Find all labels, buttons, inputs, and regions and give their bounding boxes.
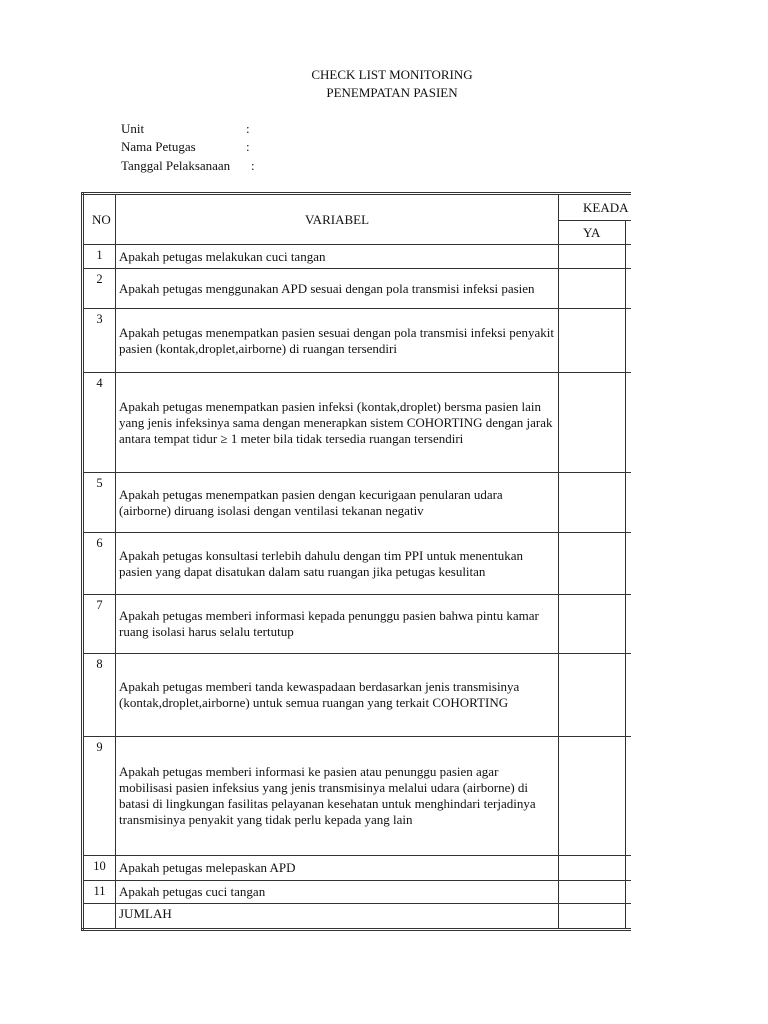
ya-cell [559,309,626,373]
row-variable [116,373,559,473]
ya-cell [559,881,626,904]
header-no: NO [83,194,116,245]
row-variable: Apakah petugas menempatkan pasien sesuai dengan pola transmisi infeksi penyakit pasien (kontak,droplet,airborne) di ruangan tersendiri [116,309,559,373]
row-number: 1 [83,245,116,269]
row-variable-text: Apakah petugas menempatkan pasien infeksi (kontak,droplet) bersma pasien lain yang jenis infeksinya sama dengan menerapkan sistem COHORTING dengan jarak antara tempat tidur ≥ 1 meter bila tidak tersedia ruangan tersendiri [119,398,553,446]
table-row [83,309,632,373]
table-row [83,373,632,473]
table-row [83,654,632,737]
header-keadaan: KEADA [559,194,632,221]
row-number: 10 [83,856,116,881]
tidak-cell [626,881,632,904]
row-number: 6 [83,533,116,595]
header-tidak [626,221,632,245]
row-variable: Apakah petugas menempatkan pasien dengan kecurigaan penularan udara (airborne) diruang isolasi dengan ventilasi tekanan negativ [116,473,559,533]
total-row [83,904,632,930]
ya-cell [559,245,626,269]
tidak-cell [626,309,632,373]
field-colon: : [251,158,255,173]
document-subtitle: PENEMPATAN PASIEN [326,85,458,100]
table-row [83,595,632,654]
header-variabel: VARIABEL [116,194,559,245]
ya-cell [559,473,626,533]
table-row [83,881,632,904]
row-variable: Apakah petugas cuci tangan [116,881,559,904]
checklist-table-frame [81,192,631,934]
row-variable: Apakah petugas melakukan cuci tangan [116,245,559,269]
field-label: Tanggal Pelaksanaan [121,158,231,173]
tidak-cell [626,245,632,269]
tidak-cell [626,595,632,654]
row-number: 4 [83,373,116,473]
ya-cell [559,533,626,595]
field-colon: : [246,139,250,154]
ya-cell [559,373,626,473]
row-number: 9 [83,737,116,856]
row-variable: Apakah petugas konsultasi terlebih dahulu dengan tim PPI untuk menentukan pasien yang dapat disatukan dalam satu ruangan jika petugas kesulitan [116,533,559,595]
row-variable: Apakah petugas menggunakan APD sesuai dengan pola transmisi infeksi pasien [116,269,559,309]
row-number: 7 [83,595,116,654]
document-title: CHECK LIST MONITORING [311,67,473,82]
field-colon: : [246,121,250,136]
row-number: 11 [83,881,116,904]
ya-cell [559,595,626,654]
ya-cell [559,904,626,930]
tidak-cell [626,737,632,856]
ya-cell [559,737,626,856]
tidak-cell [626,654,632,737]
row-variable: Apakah petugas memberi informasi kepada penunggu pasien bahwa pintu kamar ruang isolasi harus selalu tertutup [116,595,559,654]
tidak-cell [626,473,632,533]
total-number-cell [83,904,116,930]
checklist-table [81,192,631,931]
row-number: 3 [83,309,116,373]
table-row [83,473,632,533]
ya-cell [559,269,626,309]
field-label: Unit [121,121,145,136]
row-number: 2 [83,269,116,309]
field-label: Nama Petugas [121,139,196,154]
tidak-cell [626,856,632,881]
tidak-cell [626,533,632,595]
row-number: 5 [83,473,116,533]
row-variable: Apakah petugas memberi informasi ke pasien atau penunggu pasien agar mobilisasi pasien infeksius yang jenis transmisinya melalui udara (airborne) di batasi di lingkungan fasilitas pelayanan kesehatan untuk menghindari terjadinya transmisinya penyakit yang tidak perlu kepada yang lain [116,737,559,856]
table-row [83,737,632,856]
tidak-cell [626,373,632,473]
header-ya: YA [559,221,626,245]
table-row [83,856,632,881]
row-variable: Apakah petugas melepaskan APD [116,856,559,881]
ya-cell [559,856,626,881]
tidak-cell [626,269,632,309]
row-variable: Apakah petugas memberi tanda kewaspadaan berdasarkan jenis transmisinya (kontak,droplet,airborne) untuk semua ruangan yang terkait COHORTING [116,654,559,737]
table-row [83,533,632,595]
row-number: 8 [83,654,116,737]
ya-cell [559,654,626,737]
tidak-cell [626,904,632,930]
table-row [83,269,632,309]
total-label: JUMLAH [116,904,559,930]
table-row [83,245,632,269]
